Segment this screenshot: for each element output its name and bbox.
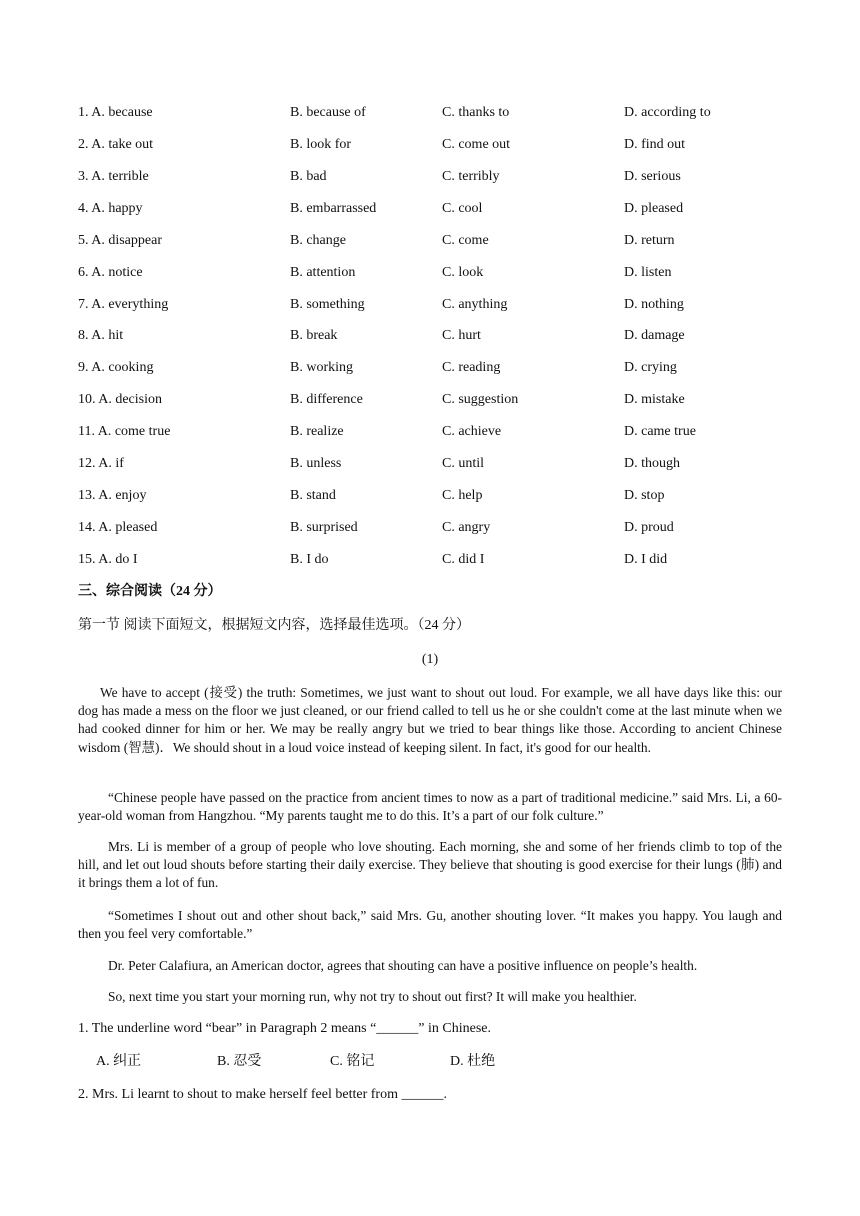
option-b: B. something xyxy=(290,297,365,312)
option-row xyxy=(0,295,860,315)
option-a: 3. A. terrible xyxy=(78,169,149,184)
option-b: B. difference xyxy=(290,392,363,407)
option-d: D. find out xyxy=(624,137,686,152)
option-a: 9. A. cooking xyxy=(78,360,154,375)
passage-number: (1) xyxy=(421,652,439,667)
option-d: D. came true xyxy=(624,424,696,439)
option-b: B. break xyxy=(290,328,338,343)
option-a: 15. A. do I xyxy=(78,552,138,567)
option-c: C. come out xyxy=(442,137,511,152)
option-b: B. embarrassed xyxy=(290,201,377,216)
option-row xyxy=(0,263,860,283)
option-b: B. working xyxy=(290,360,353,375)
option-a: 2. A. take out xyxy=(78,137,154,152)
option-c: C. thanks to xyxy=(442,105,510,120)
option-b: B. unless xyxy=(290,456,342,471)
option-row xyxy=(0,326,860,346)
choice-c: C. 铭记 xyxy=(330,1054,375,1069)
option-d: D. listen xyxy=(624,265,672,280)
option-d: D. according to xyxy=(624,105,711,120)
option-row xyxy=(0,167,860,187)
option-c: C. hurt xyxy=(442,328,481,343)
option-c: C. reading xyxy=(442,360,501,375)
option-d: D. mistake xyxy=(624,392,685,407)
question-2: 2. Mrs. Li learnt to shout to make herself feel better from ______. xyxy=(78,1087,447,1102)
option-a: 12. A. if xyxy=(78,456,124,471)
paragraph-4: “Sometimes I shout out and other shout back,” said Mrs. Gu, another shouting lover. “It makes you happy. You laugh and then you feel very comfortable.” xyxy=(78,908,782,942)
option-d: D. serious xyxy=(624,169,681,184)
option-d: D. proud xyxy=(624,520,674,535)
option-b: B. bad xyxy=(290,169,327,184)
option-c: C. until xyxy=(442,456,485,471)
option-c: C. come xyxy=(442,233,489,248)
option-row xyxy=(0,103,860,123)
option-a: 10. A. decision xyxy=(78,392,162,407)
option-a: 11. A. come true xyxy=(78,424,171,439)
option-c: C. anything xyxy=(442,297,508,312)
option-row xyxy=(0,390,860,410)
option-row xyxy=(0,518,860,538)
option-d: D. return xyxy=(624,233,675,248)
option-b: B. attention xyxy=(290,265,356,280)
section-subtitle: 第一节 阅读下面短文，根据短文内容，选择最佳选项。（24 分） xyxy=(78,618,470,633)
option-a: 14. A. pleased xyxy=(78,520,158,535)
question-1: 1. The underline word “bear” in Paragraph 2 means “______” in Chinese. xyxy=(78,1021,491,1036)
option-b: B. surprised xyxy=(290,520,358,535)
choice-a: A. 纠正 xyxy=(96,1054,142,1069)
section-title: 三、综合阅读（24 分） xyxy=(78,584,222,599)
choice-d: D. 杜绝 xyxy=(450,1054,496,1069)
option-d: D. nothing xyxy=(624,297,684,312)
option-b: B. look for xyxy=(290,137,352,152)
option-b: B. stand xyxy=(290,488,336,503)
option-d: D. damage xyxy=(624,328,685,343)
option-c: C. terribly xyxy=(442,169,500,184)
paragraph-2: “Chinese people have passed on the practice from ancient times to now as a part of traditional medicine.” said Mrs. Li, a 60-year-old woman from Hangzhou. “My parents taught me to do this. It’s a part of our folk culture.” xyxy=(78,790,782,824)
option-row xyxy=(0,422,860,442)
option-c: C. help xyxy=(442,488,483,503)
paragraph-6: So, next time you start your morning run, why not try to shout out first? It will make you healthier. xyxy=(108,989,637,1004)
paragraph-5: Dr. Peter Calafiura, an American doctor, agrees that shouting can have a positive influence on people’s health. xyxy=(108,958,698,973)
option-row xyxy=(0,550,860,570)
option-d: D. I did xyxy=(624,552,668,567)
option-d: D. though xyxy=(624,456,680,471)
option-a: 4. A. happy xyxy=(78,201,143,216)
option-d: D. pleased xyxy=(624,201,684,216)
option-c: C. look xyxy=(442,265,484,280)
option-row xyxy=(0,454,860,474)
option-b: B. because of xyxy=(290,105,366,120)
option-c: C. suggestion xyxy=(442,392,519,407)
option-c: C. did I xyxy=(442,552,485,567)
option-a: 1. A. because xyxy=(78,105,153,120)
option-row xyxy=(0,135,860,155)
option-row xyxy=(0,199,860,219)
option-c: C. cool xyxy=(442,201,483,216)
option-c: C. angry xyxy=(442,520,491,535)
paragraph-3: Mrs. Li is member of a group of people who love shouting. Each morning, she and some of her friends climb to top of the hill, and let out loud shouts before starting their daily exercise. They believe that shouting is good exercise for their lungs (肺) and it brings them a lot of fun. xyxy=(78,839,782,891)
option-a: 13. A. enjoy xyxy=(78,488,147,503)
option-d: D. crying xyxy=(624,360,677,375)
option-row xyxy=(0,358,860,378)
paragraph-1: We have to accept (接受) the truth: Sometimes, we just want to shout out loud. For example, we all have days like this: our dog has made a mess on the floor we just cleaned, or our friend called to tell us he or she couldn't come at the last minute when we had cooked dinner for him or her. We may be really angry but we tried to bear things like those. According to ancient Chinese wisdom (智慧)．We should shout in a loud voice instead of keeping silent. In fact, it's good for our health. xyxy=(78,685,782,755)
option-row xyxy=(0,486,860,506)
option-a: 6. A. notice xyxy=(78,265,143,280)
option-d: D. stop xyxy=(624,488,665,503)
option-c: C. achieve xyxy=(442,424,502,439)
option-b: B. I do xyxy=(290,552,329,567)
option-b: B. change xyxy=(290,233,346,248)
option-row xyxy=(0,231,860,251)
choice-b: B. 忍受 xyxy=(217,1054,262,1069)
option-a: 5. A. disappear xyxy=(78,233,162,248)
option-a: 7. A. everything xyxy=(78,297,169,312)
option-b: B. realize xyxy=(290,424,344,439)
option-a: 8. A. hit xyxy=(78,328,124,343)
